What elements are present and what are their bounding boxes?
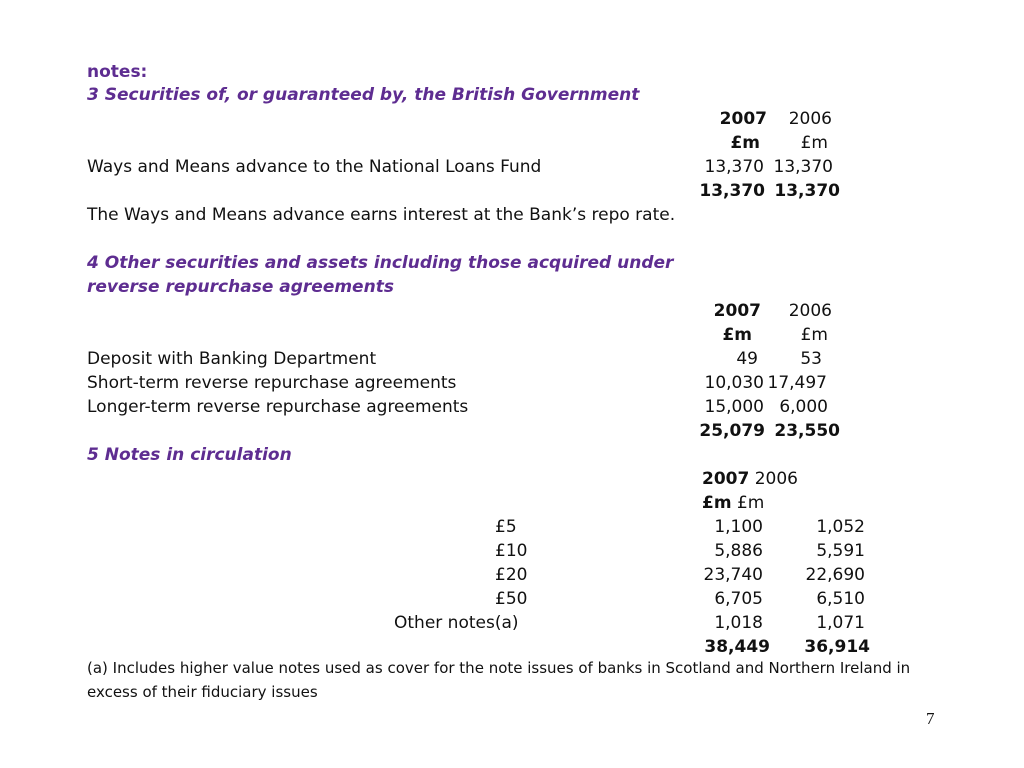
- note5-year-2007: 2007: [702, 469, 750, 489]
- note4-row-2006: 6,000: [779, 397, 828, 417]
- note4-row-2006: 53: [800, 349, 822, 369]
- note4-unit-2006: £m: [800, 325, 828, 345]
- note5-row-2006: 5,591: [816, 541, 865, 561]
- note3-row-2006: 13,370: [773, 157, 833, 177]
- note4-row-2007: 10,030: [704, 373, 764, 393]
- note5-row-label: £20: [495, 565, 528, 585]
- notes-label: notes:: [87, 62, 148, 82]
- note5-unit-2006: £m: [736, 493, 765, 513]
- note5-row-2006: 22,690: [805, 565, 865, 585]
- note4-row-2007: 15,000: [704, 397, 764, 417]
- note5-total-2006: 36,914: [804, 637, 870, 657]
- note5-total-2007: 38,449: [704, 637, 770, 657]
- note5-row-2006: 1,052: [816, 517, 865, 537]
- note5-year-2006: 2006: [754, 469, 798, 489]
- note3-total-2007: 13,370: [699, 181, 765, 201]
- note3-year-2007: 2007: [719, 109, 767, 129]
- note5-row-label: £10: [495, 541, 528, 561]
- note5-units-header: [702, 491, 764, 515]
- note4-year-2006: 2006: [788, 301, 832, 321]
- note5-unit-2007: £m: [702, 493, 732, 513]
- note4-row-label: Short-term reverse repurchase agreements: [87, 373, 457, 393]
- note4-row-label: Longer-term reverse repurchase agreements: [87, 397, 469, 417]
- note4-row-2006: 17,497: [767, 373, 827, 393]
- note5-row-2007: 6,705: [714, 589, 763, 609]
- note3-remark: The Ways and Means advance earns interest at the Bank’s repo rate.: [87, 205, 676, 225]
- note3-total-2006: 13,370: [774, 181, 840, 201]
- note5-title: 5 Notes in circulation: [87, 445, 292, 465]
- note4-unit-2007: £m: [722, 325, 752, 345]
- note4-row-2007: 49: [736, 349, 758, 369]
- note4-year-2007: 2007: [713, 301, 761, 321]
- note4-total-2007: 25,079: [699, 421, 765, 441]
- note5-row-2007: 23,740: [703, 565, 763, 585]
- note5-footnote-line1: (a) Includes higher value notes used as cover for the note issues of banks in Scotland and Northern Ireland in: [87, 659, 911, 677]
- note4-title-line1: 4 Other securities and assets including those acquired under: [87, 253, 674, 273]
- note3-title: 3 Securities of, or guaranteed by, the British Government: [87, 85, 640, 105]
- note5-years-header: [702, 467, 798, 491]
- page-number: 7: [926, 709, 935, 728]
- note5-row-2007: 5,886: [714, 541, 763, 561]
- note4-title-line2: reverse repurchase agreements: [87, 277, 394, 297]
- note5-footnote-line2: excess of their fiduciary issues: [87, 683, 318, 701]
- note3-year-2006: 2006: [788, 109, 832, 129]
- note3-row-label: Ways and Means advance to the National Loans Fund: [87, 157, 542, 177]
- note5-row-2006: 1,071: [816, 613, 865, 633]
- note3-row-2007: 13,370: [704, 157, 764, 177]
- note5-row-label: £5: [495, 517, 517, 537]
- note4-row-label: Deposit with Banking Department: [87, 349, 377, 369]
- note4-total-2006: 23,550: [774, 421, 840, 441]
- note3-unit-2006: £m: [800, 133, 828, 153]
- note5-row-label: Other notes(a): [394, 613, 519, 633]
- note5-row-2006: 6,510: [816, 589, 865, 609]
- note3-unit-2007: £m: [730, 133, 760, 153]
- note5-row-2007: 1,100: [714, 517, 763, 537]
- note5-row-label: £50: [495, 589, 528, 609]
- note5-row-2007: 1,018: [714, 613, 763, 633]
